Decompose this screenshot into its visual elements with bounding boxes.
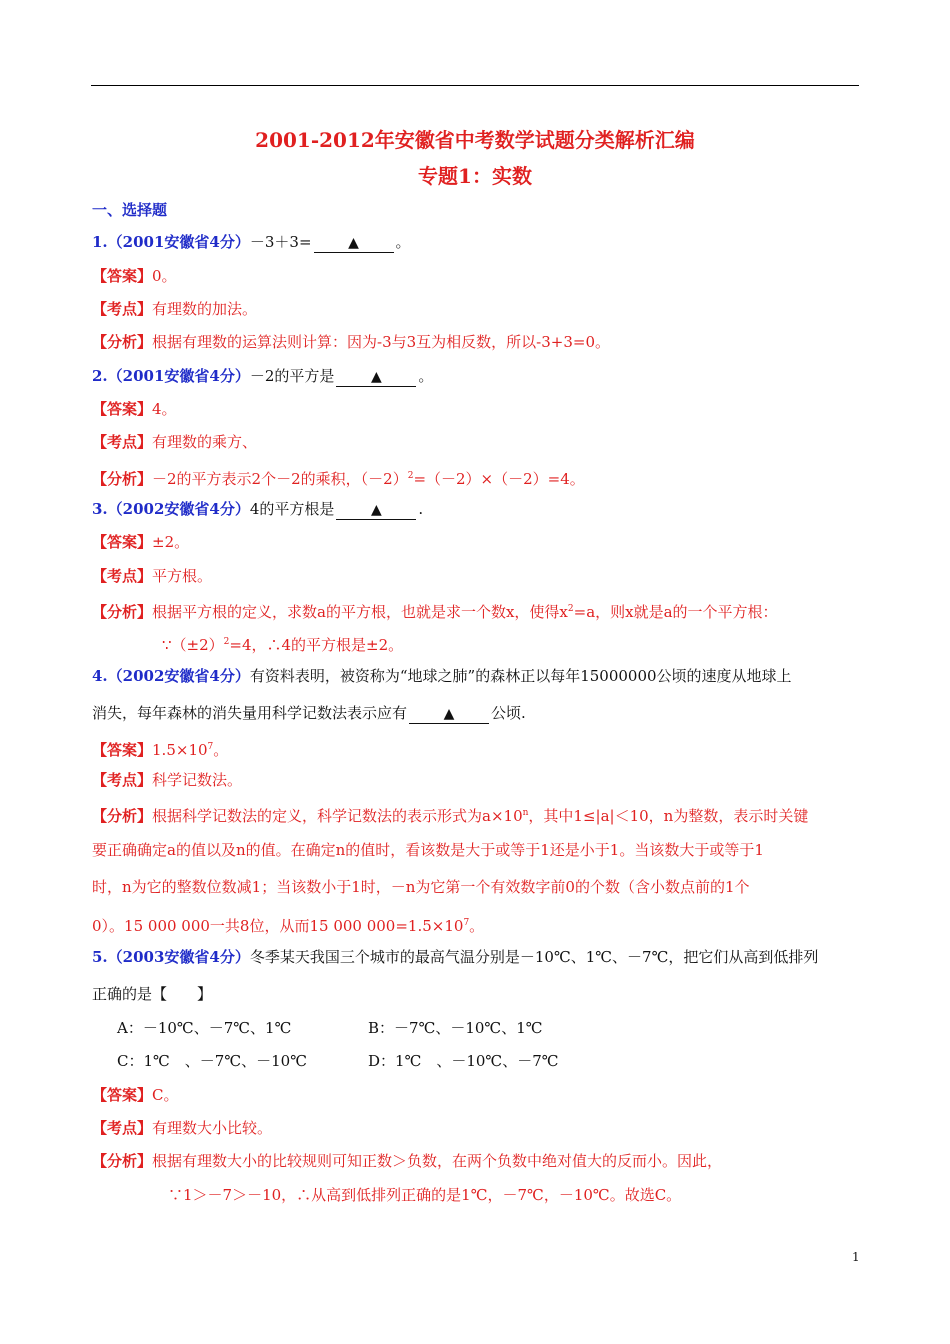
answer-text: $1.5\times 10^7$。	[152, 741, 229, 759]
question-source: （2003安徽省4分）	[107, 948, 250, 966]
question-source: （2001安徽省4分）	[107, 233, 250, 251]
question-4	[92, 666, 792, 686]
point-tag: 【考点】	[92, 771, 153, 789]
analysis-text: 要正确确定a的值以及n的值。在确定n的值时，看该数是大于或等于1还是小于1。当该数大于或等于1	[92, 841, 764, 859]
header-rule	[91, 85, 859, 86]
point-line	[92, 770, 242, 790]
answer-tag: 【答案】	[92, 533, 153, 551]
question-2	[92, 366, 433, 387]
question-stem: 4的平方根是	[249, 500, 335, 518]
point-tag: 【考点】	[92, 433, 153, 451]
document-title: 2001-2012年安徽省中考数学试题分类解析汇编	[255, 128, 695, 152]
question-end: 。	[418, 367, 434, 385]
question-1	[92, 232, 411, 253]
question-number: 1.	[92, 233, 108, 251]
page-number: 1	[852, 1250, 860, 1264]
analysis-tag: 【分析】	[92, 333, 153, 351]
answer-text: ±2。	[152, 533, 190, 551]
answer-tag: 【答案】	[92, 1086, 153, 1104]
blank-triangle-icon: ▲	[348, 235, 359, 251]
question-stem: 冬季某天我国三个城市的最高气温分别是－10℃、1℃、－7℃，把它们从高到低排列	[249, 948, 819, 966]
analysis-text: 根据平方根的定义，求数a的平方根，也就是求一个数x，使得$x^2=a$，则x就是a的一个平方根：	[152, 603, 778, 621]
point-text: 科学记数法。	[152, 771, 243, 789]
question-5	[92, 947, 818, 967]
analysis-continuation	[92, 877, 750, 897]
question-number: 2.	[92, 367, 108, 385]
answer-tag: 【答案】	[92, 400, 153, 418]
analysis-continuation	[168, 1185, 681, 1205]
question-source: （2002安徽省4分）	[107, 667, 250, 685]
question-3	[92, 499, 423, 520]
point-text: 有理数的加法。	[152, 300, 258, 318]
point-line	[92, 299, 257, 319]
analysis-line	[92, 803, 808, 826]
options-row-1	[117, 1018, 291, 1038]
analysis-line	[92, 599, 778, 622]
point-tag: 【考点】	[92, 567, 153, 585]
answer-line	[92, 266, 177, 286]
answer-blank	[409, 704, 489, 724]
point-tag: 【考点】	[92, 1119, 153, 1137]
options-row-1b	[368, 1018, 543, 1038]
analysis-text: 根据有理数大小的比较规则可知正数＞负数，在两个负数中绝对值大的反而小。因此，	[152, 1152, 723, 1170]
question-number: 5.	[92, 948, 108, 966]
section-heading: 一、选择题	[92, 201, 168, 219]
answer-text: 0。	[152, 267, 177, 285]
answer-tag: 【答案】	[92, 267, 153, 285]
question-stem: 正确的是【 】	[92, 985, 213, 1003]
analysis-text: ∵1＞－7＞－10，∴从高到低排列正确的是1℃，－7℃，－10℃。故选C。	[168, 1186, 682, 1204]
options-row-2	[117, 1051, 307, 1071]
answer-line	[92, 1085, 179, 1105]
analysis-text: 0）。15 000 000一共8位，从而15 000 $000=1.5\times 10^7$。	[92, 917, 485, 935]
analysis-text: $\because(\pm 2)^2=4$，∴4的平方根是±2。	[162, 636, 404, 654]
question-stem: －3＋3=	[249, 233, 312, 251]
analysis-continuation	[92, 840, 764, 860]
analysis-line	[92, 332, 610, 352]
option-c: C：1℃ 、－7℃、－10℃	[117, 1052, 307, 1070]
options-row-2b	[368, 1051, 559, 1071]
answer-line	[92, 532, 189, 552]
answer-blank	[336, 500, 416, 520]
answer-text: C。	[152, 1086, 179, 1104]
answer-line	[92, 399, 177, 419]
point-line	[92, 432, 257, 452]
blank-triangle-icon: ▲	[371, 502, 382, 518]
point-tag: 【考点】	[92, 300, 153, 318]
analysis-tag: 【分析】	[92, 807, 153, 825]
point-line	[92, 566, 212, 586]
question-5-continuation	[92, 984, 212, 1004]
analysis-tag: 【分析】	[92, 603, 153, 621]
point-text: 有理数的乘方、	[152, 433, 258, 451]
analysis-line	[92, 1151, 722, 1171]
analysis-tag: 【分析】	[92, 1152, 153, 1170]
blank-triangle-icon: ▲	[371, 369, 382, 385]
option-d: D：1℃ 、－10℃、－7℃	[368, 1052, 559, 1070]
answer-tag: 【答案】	[92, 741, 153, 759]
document-subtitle: 专题1：实数	[418, 164, 532, 188]
question-end: 公顷.	[491, 704, 526, 722]
option-a: A：－10℃、－7℃、1℃	[117, 1019, 292, 1037]
answer-text: 4。	[152, 400, 177, 418]
analysis-text: 根据科学记数法的定义，科学记数法的表示形式为$a\times 10^n$，其中1≤|a|＜10，n为整数，表示时关键	[152, 807, 809, 825]
answer-line	[92, 737, 228, 760]
analysis-text: －2的平方表示2个－2的乘积，$(-2)^2=(-2)\times(-2)=4$。	[152, 470, 585, 488]
point-text: 平方根。	[152, 567, 213, 585]
analysis-continuation	[92, 913, 484, 936]
blank-triangle-icon: ▲	[443, 706, 455, 722]
analysis-text: 时，n为它的整数位数减1；当该数小于1时，－n为它第一个有效数字前0的个数（含小数点前的1个	[92, 878, 750, 896]
analysis-tag: 【分析】	[92, 470, 153, 488]
question-number: 3.	[92, 500, 108, 518]
question-source: （2002安徽省4分）	[107, 500, 250, 518]
question-stem: －2的平方是	[249, 367, 335, 385]
question-4-continuation	[92, 703, 526, 724]
question-stem: 有资料表明，被资称为“地球之肺”的森林正以每年15000000公顷的速度从地球上	[249, 667, 792, 685]
question-number: 4.	[92, 667, 108, 685]
answer-blank	[336, 367, 416, 387]
question-end: .	[418, 500, 424, 518]
option-b: B：－7℃、－10℃、1℃	[368, 1019, 543, 1037]
answer-blank	[314, 233, 394, 253]
analysis-continuation	[162, 632, 403, 655]
point-line	[92, 1118, 272, 1138]
analysis-text: 根据有理数的运算法则计算：因为-3与3互为相反数，所以-3+3=0。	[152, 333, 611, 351]
question-source: （2001安徽省4分）	[107, 367, 250, 385]
question-stem: 消失，每年森林的消失量用科学记数法表示应有	[92, 704, 408, 722]
question-end: 。	[395, 233, 411, 251]
analysis-line	[92, 466, 585, 489]
point-text: 有理数大小比较。	[152, 1119, 273, 1137]
